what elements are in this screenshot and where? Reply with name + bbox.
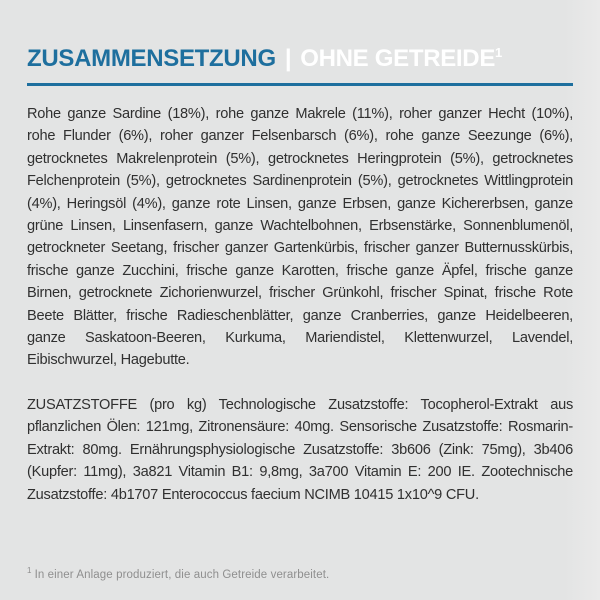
section-header [27,44,573,74]
title-divider: | [284,45,292,72]
additives-paragraph: ZUSATZSTOFFE (pro kg) Technologische Zusatzstoffe: Tocopherol-Extrakt aus pflanzlichen Ölen: 121mg, Zitronensäure: 40mg. Sensorische Zusatzstoffe: Rosmarin-Extrakt: 80mg. Ernährungsphysiologische Zusatzstoffe: 3b606 (Zink: 75mg), 3b406 (Kupfer: 11mg), 3a821 Vitamin B1: 9,8mg, 3a700 Vitamin E: 200 IE. Zootechnische Zusatzstoffe: 4b1707 Enterococcus faecium NCIMB 10415 1x10^9 CFU. [27,396,573,503]
header-underline [27,83,573,86]
footnote-marker: 1 [27,566,32,575]
ingredients-paragraph: Rohe ganze Sardine (18%), rohe ganze Makrele (11%), roher ganzer Hecht (10%), rohe Flunder (6%), roher ganzer Felsenbarsch (6%), rohe ganze Seezunge (6%), getrocknetes Makrelenprotein (5%), getrocknetes Heringprotein (5%), getrocknetes Felchenprotein (5%), getrocknetes Sardinenprotein (5%), getrocknetes Wittlingprotein (4%), Heringsöl (4%), ganze rote Linsen, ganze Erbsen, ganze Kichererbsen, ganze grüne Linsen, Linsenfasern, ganze Wachtelbohnen, Erbsenstärke, Sonnenblumenöl, getrockneter Seetang, frischer ganzer Gartenkürbis, frischer ganzer Butternusskürbis, frische ganze Zucchini, frische ganze Karotten, frische ganze Äpfel, frische ganze Birnen, getrocknete Zichorienwurzel, frischer Grünkohl, frischer Spinat, frische Rote Beete Blätter, frische Radieschenblätter, ganze Cranberries, ganze Heidelbeeren, ganze Saskatoon-Beeren, Kurkuma, Mariendistel, Klettenwurzel, Lavendel, Eibischwurzel, Hagebutte. [27,106,573,369]
grain-free-footnote-marker: 1 [495,45,502,60]
composition-title: ZUSAMMENSETZUNG [27,45,276,72]
grain-free-label [300,44,502,74]
grain-free-label-text: OHNE GETREIDE [300,45,496,72]
footnote-text: In einer Anlage produziert, die auch Getreide verarbeitet. [34,568,330,581]
footnote [27,566,329,581]
